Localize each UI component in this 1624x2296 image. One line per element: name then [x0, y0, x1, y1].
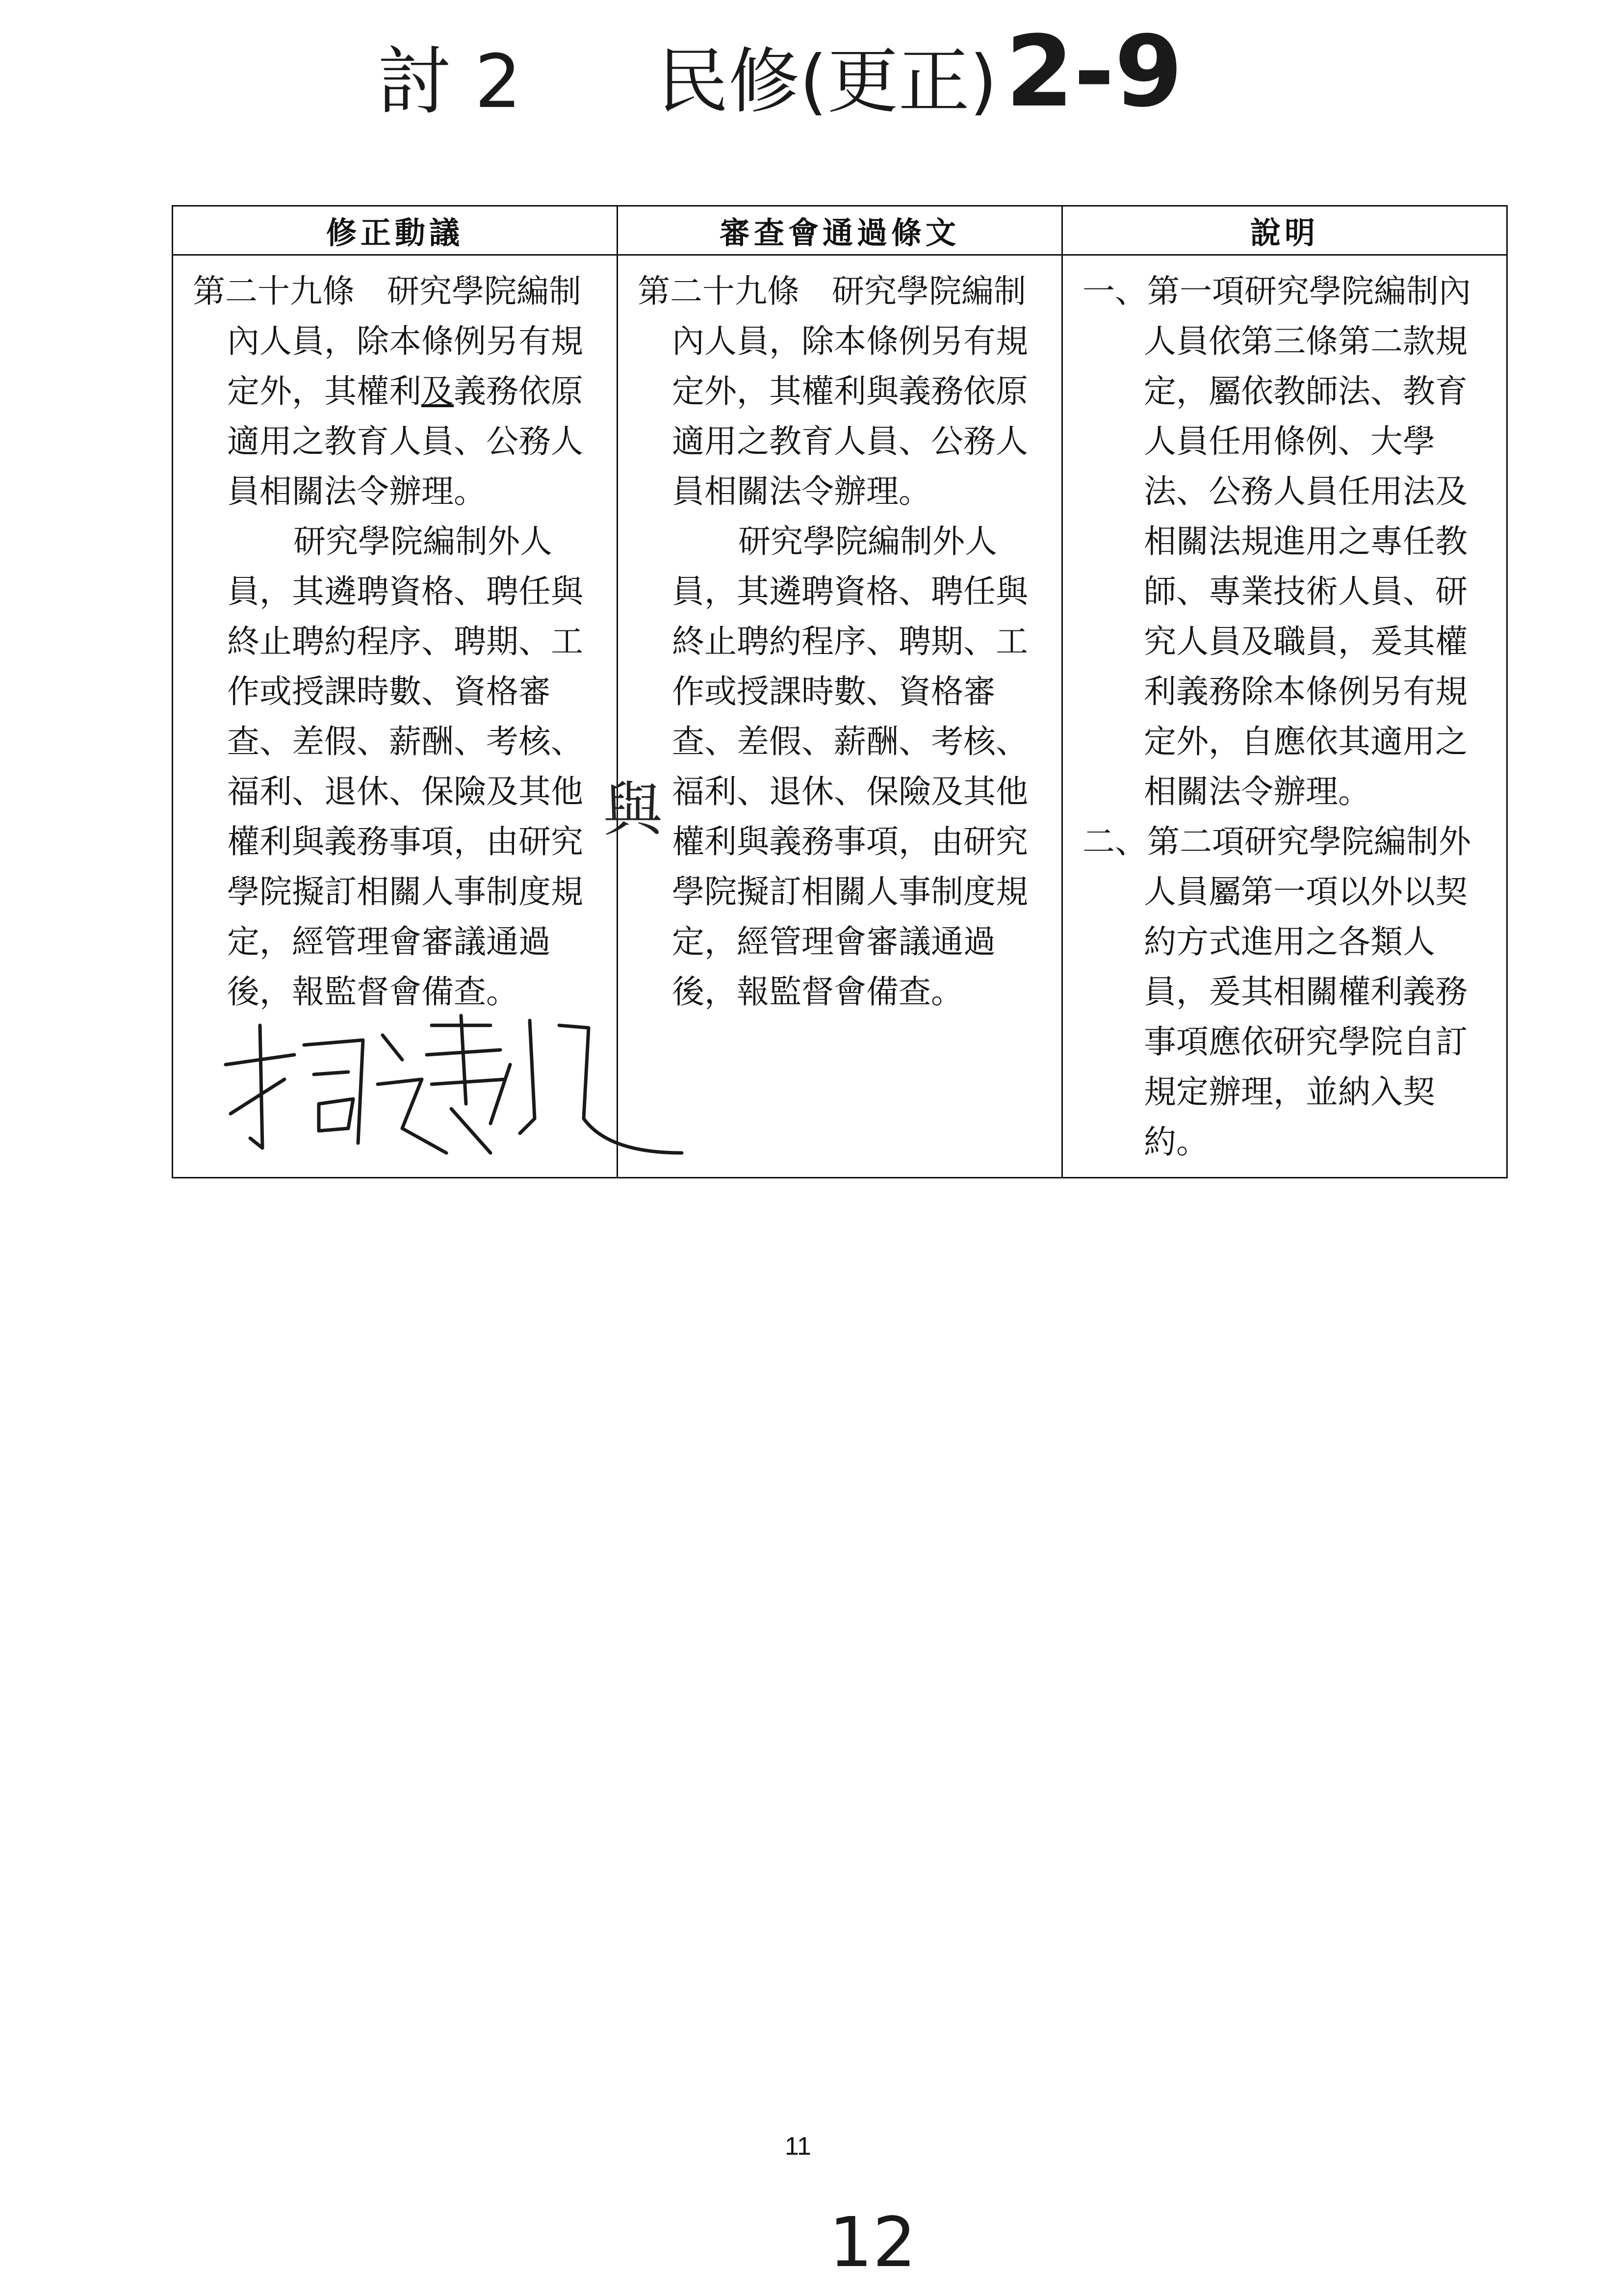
handwritten-margin-mark: 與 — [603, 776, 662, 844]
motion-text-a: 第二十九條 研究學院編制內人員，除本條例另有規定外，其權利 — [193, 272, 583, 410]
handwritten-signature — [216, 1006, 687, 1168]
motion-underlined-word: 及 — [421, 372, 454, 410]
explanation-item-2: 二、第二項研究學院編制外人員屬第一項以外以契約方式進用之各類人員，爰其相關權利義務事項應依研究學院自訂規定辦理，並納入契約。 — [1083, 823, 1471, 1161]
header-passed-text: 審查會通過條文 — [618, 206, 1062, 255]
header-explanation: 說明 — [1062, 206, 1507, 255]
page-number: 11 — [785, 2132, 811, 2161]
motion-paragraph-1 — [193, 266, 597, 517]
table-header-row — [173, 206, 1507, 255]
passed-paragraph-1: 第二十九條 研究學院編制內人員，除本條例另有規定外，其權利與義務依原適用之教育人員、公務人員相關法令辦理。 — [638, 272, 1028, 510]
motion-text-b: 義務依原適用之教育人員、公務人員相關法令辦理。 — [227, 372, 583, 510]
passed-paragraph-2: 研究學院編制外人員，其遴聘資格、聘任與終止聘約程序、聘期、工作或授課時數、資格審查、差假、薪酬、考核、福利、退休、保險及其他權利與義務事項，由研究學院擬訂相關人事制度規定，經管理會審議通過後，報監督會備查。 — [672, 522, 1028, 1011]
explanation-cell — [1062, 255, 1507, 1178]
explanation-item-1: 一、第一項研究學院編制內人員依第三條第二款規定，屬依教師法、教育人員任用條例、大學法、公務人員任用法及相關法規進用之專任教師、專業技術人員、研究人員及職員，爰其權利義務除本條例另有規定外，自應依其適用之相關法令辦理。 — [1083, 272, 1471, 810]
handwritten-note-top-left: 討 2 — [378, 39, 522, 125]
motion-paragraph-2: 研究學院編制外人員，其遴聘資格、聘任與終止聘約程序、聘期、工作或授課時數、資格審查、差假、薪酬、考核、福利、退休、保險及其他權利與義務事項，由研究學院擬訂相關人事制度規定，經管理會審議通過後，報監督會備查。 — [227, 522, 583, 1011]
header-motion: 修正動議 — [173, 206, 618, 255]
handwritten-note-top-right: 2-9 — [1005, 15, 1183, 129]
handwritten-note-top-middle: 民修(更正) — [657, 40, 998, 123]
handwritten-page-mark: 12 — [829, 2203, 917, 2283]
